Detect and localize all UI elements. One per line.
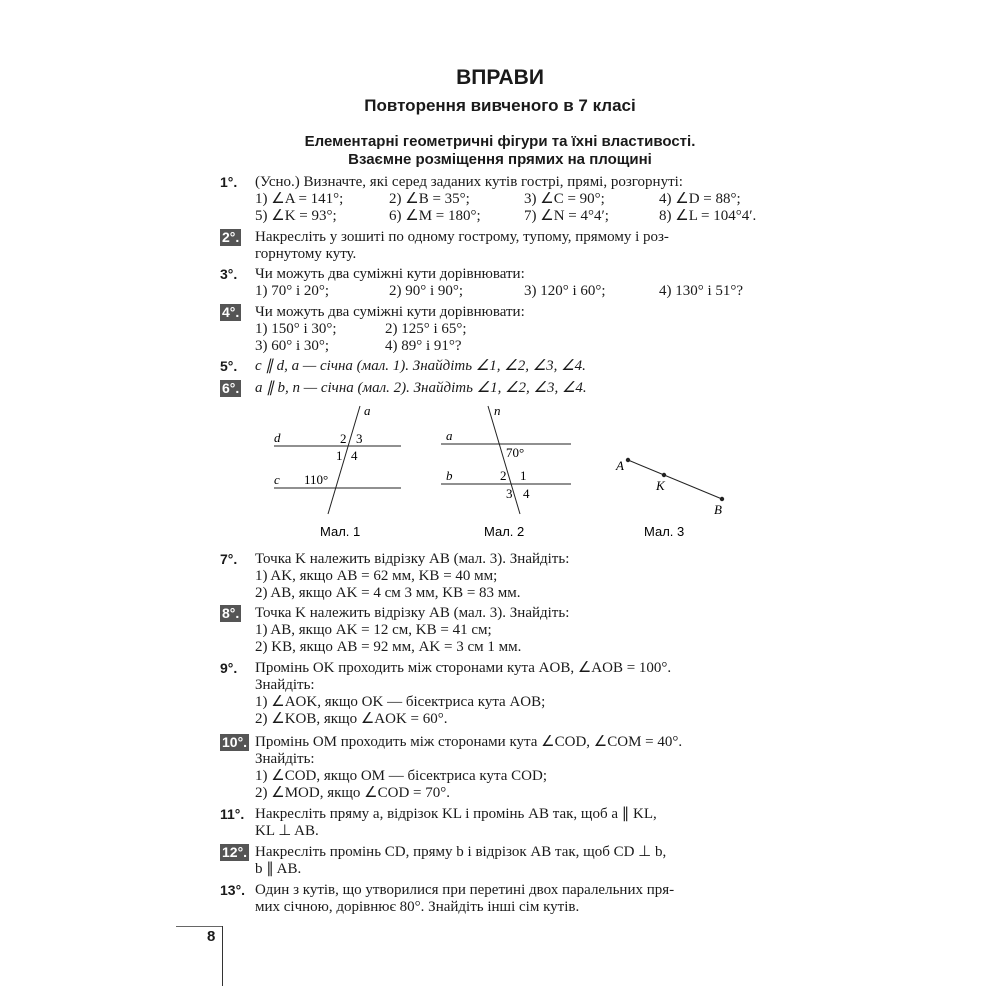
exercise-number: 10°.: [222, 734, 248, 750]
option: 2) 90° і 90°;: [389, 283, 464, 299]
exercise-number: 5°.: [220, 358, 238, 374]
option: 3) ∠C = 90°;: [524, 191, 605, 207]
exercise-number: 9°.: [220, 660, 238, 676]
fig1-angle-3: 3: [356, 431, 363, 446]
exercise-subitem: 2) ∠MOD, якщо ∠COD = 70°.: [255, 785, 451, 801]
option: 1) 150° і 30°;: [255, 321, 337, 337]
exercise-text: a ∥ b, n — січна (мал. 2). Знайдіть ∠1, ∠2, ∠3, ∠4.: [255, 380, 587, 396]
exercise-1: [220, 174, 785, 225]
exercise-text-line: KL ⊥ AB.: [255, 823, 319, 839]
fig3-caption: Мал. 3: [644, 524, 685, 539]
exercise-number: 11°.: [220, 806, 245, 822]
page-title: ВПРАВИ: [456, 66, 544, 89]
option: 2) 125° і 65°;: [385, 321, 467, 337]
exercise-number: 2°.: [222, 229, 240, 245]
page-margin-rule: [222, 926, 223, 986]
option: 7) ∠N = 4°4′;: [524, 208, 609, 224]
option: 4) 130° і 51°?: [659, 283, 744, 299]
option: 6) ∠M = 180°;: [389, 208, 481, 224]
figure-1: [274, 403, 401, 539]
exercise-text-line: Один з кутів, що утворилися при перетині двох паралельних пря-: [255, 882, 675, 898]
exercise-10: [220, 734, 785, 802]
exercise-subitem: 2) AB, якщо AK = 4 см 3 мм, KB = 83 мм.: [255, 585, 521, 601]
exercise-12: [220, 844, 785, 878]
option: 3) 60° і 30°;: [255, 338, 330, 354]
fig1-angle-110: 110°: [304, 472, 329, 487]
exercise-text: c ∥ d, a — січна (мал. 1). Знайдіть ∠1, ∠2, ∠3, ∠4.: [255, 358, 586, 374]
fig2-angle-1: 1: [520, 468, 527, 483]
fig2-label-a: a: [446, 428, 453, 443]
exercise-text-line: мих січною, дорівнює 80°. Знайдіть інші сім кутів.: [255, 899, 580, 915]
exercise-subitem: 2) KB, якщо AB = 92 мм, AK = 3 см 1 мм.: [255, 639, 522, 655]
option: 5) ∠K = 93°;: [255, 208, 337, 224]
fig1-angle-4: 4: [351, 448, 358, 463]
exercise-text-line: Накресліть промінь CD, пряму b і відрізок AB так, щоб CD ⊥ b,: [255, 844, 667, 860]
section-heading: [0, 133, 1000, 169]
option: 4) 89° і 91°?: [385, 338, 462, 354]
point-b: [720, 497, 724, 501]
fig1-angle-1: 1: [336, 448, 343, 463]
exercise-options-row: [255, 283, 785, 300]
exercise-number: 1°.: [220, 174, 238, 190]
exercise-number: 12°.: [222, 844, 248, 860]
fig3-label-a: A: [616, 458, 624, 473]
fig2-angle-3: 3: [506, 486, 513, 501]
exercise-options-row: [255, 208, 785, 225]
exercise-subitem: Знайдіть:: [255, 677, 315, 693]
fig1-label-d: d: [274, 430, 281, 445]
option: 1) ∠A = 141°;: [255, 191, 344, 207]
exercise-options-row: [255, 321, 785, 338]
exercise-subitem: 1) AB, якщо AK = 12 см, KB = 41 см;: [255, 622, 492, 638]
exercise-number: 13°.: [220, 882, 246, 898]
page-subtitle: Повторення вивченого в 7 класі: [364, 96, 636, 115]
exercise-subitem: 1) ∠COD, якщо OM — бісектриса кута COD;: [255, 768, 547, 784]
fig1-caption: Мал. 1: [320, 524, 361, 539]
fig3-label-b: B: [714, 502, 722, 517]
exercise-6: [220, 380, 785, 397]
exercise-text-line: горнутому куту.: [255, 246, 357, 262]
fig2-angle-2: 2: [500, 468, 507, 483]
exercise-5: [220, 358, 785, 375]
exercise-8: [220, 605, 785, 656]
exercise-text: Чи можуть два суміжні кути дорівнювати:: [255, 266, 525, 282]
fig1-angle-2: 2: [340, 431, 347, 446]
figures-diagram: [260, 402, 740, 552]
exercise-options-row: [255, 191, 785, 208]
transversal-n: [488, 406, 520, 514]
point-a: [626, 458, 630, 462]
option: 1) 70° і 20°;: [255, 283, 330, 299]
exercise-subitem: 1) ∠AOK, якщо OK — бісектриса кута AOB;: [255, 694, 546, 710]
fig1-label-a: a: [364, 403, 371, 418]
fig1-label-c: c: [274, 472, 280, 487]
exercise-text: (Усно.) Визначте, які серед заданих кутів гострі, прямі, розгорнуті:: [255, 174, 683, 190]
section-heading-line2: Взаємне розміщення прямих на площині: [348, 151, 652, 168]
page-number-rule: [176, 926, 222, 927]
option: 4) ∠D = 88°;: [659, 191, 741, 207]
figure-3: [615, 458, 724, 539]
fig2-angle-70: 70°: [506, 445, 525, 460]
exercise-text: Точка K належить відрізку AB (мал. 3). Знайдіть:: [255, 605, 570, 621]
exercise-2: [220, 229, 785, 263]
exercise-text: Промінь OK проходить між сторонами кута AOB, ∠AOB = 100°.: [255, 660, 672, 676]
fig2-label-b: b: [446, 468, 453, 483]
exercise-4: [220, 304, 785, 355]
option: 3) 120° і 60°;: [524, 283, 606, 299]
exercise-text-line: Накресліть у зошиті по одному гострому, тупому, прямому і роз-: [255, 229, 669, 245]
exercise-text-line: b ∥ AB.: [255, 861, 302, 877]
exercise-number: 7°.: [220, 551, 238, 567]
exercise-3: [220, 266, 785, 300]
exercise-9: [220, 660, 785, 728]
exercise-11: [220, 806, 785, 840]
exercise-options-row: [255, 338, 785, 355]
page-number: 8: [207, 928, 216, 945]
exercise-number: 8°.: [222, 605, 240, 621]
exercise-text: Промінь OM проходить між сторонами кута ∠COD, ∠COM = 40°.: [255, 734, 683, 750]
point-k: [662, 473, 666, 477]
exercise-subitem: Знайдіть:: [255, 751, 315, 767]
exercise-7: [220, 551, 785, 602]
fig2-label-n: n: [494, 403, 501, 418]
exercise-text: Чи можуть два суміжні кути дорівнювати:: [255, 304, 525, 320]
fig3-label-k: K: [656, 478, 665, 493]
exercise-text: Точка K належить відрізку AB (мал. 3). Знайдіть:: [255, 551, 570, 567]
exercise-number: 4°.: [222, 304, 240, 320]
exercise-subitem: 2) ∠KOB, якщо ∠AOK = 60°.: [255, 711, 448, 727]
exercise-number: 3°.: [220, 266, 238, 282]
fig2-angle-4: 4: [523, 486, 530, 501]
option: 2) ∠B = 35°;: [389, 191, 470, 207]
fig2-caption: Мал. 2: [484, 524, 525, 539]
section-heading-line1: Елементарні геометричні фігури та їхні властивості.: [304, 133, 696, 150]
exercise-text-line: Накресліть пряму a, відрізок KL і промінь AB так, щоб a ∥ KL,: [255, 806, 657, 822]
figure-2: [441, 403, 571, 539]
option: 8) ∠L = 104°4′.: [659, 208, 757, 224]
exercise-subitem: 1) AK, якщо AB = 62 мм, KB = 40 мм;: [255, 568, 498, 584]
exercise-13: [220, 882, 785, 916]
exercise-number: 6°.: [222, 380, 240, 396]
segment-ab: [628, 460, 722, 499]
